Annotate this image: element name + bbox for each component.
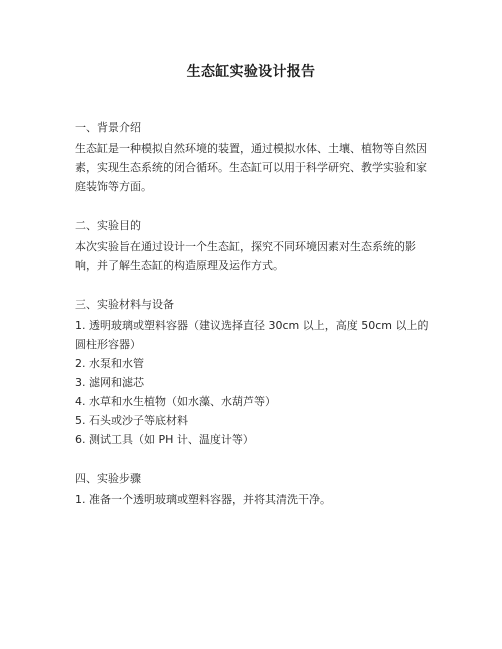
- section-paragraph: 本次实验旨在通过设计一个生态缸，探究不同环境因素对生态系统的影响，并了解生态缸的构造原理及运作方式。: [75, 240, 416, 272]
- materials-list: [75, 316, 435, 449]
- list-item: 5. 石头或沙子等底材料: [75, 414, 188, 427]
- section-background: [75, 118, 435, 196]
- section-heading: 三、实验材料与设备: [75, 298, 174, 311]
- section-purpose: [75, 216, 435, 275]
- list-item: 4. 水草和水生植物（如水藻、水葫芦等）: [75, 395, 276, 408]
- list-item: 6. 测试工具（如 PH 计、温度计等）: [75, 433, 254, 446]
- list-item: 3. 滤网和滤芯: [75, 376, 144, 389]
- document-body: [75, 118, 435, 529]
- section-heading: 一、背景介绍: [75, 121, 141, 134]
- list-item: 2. 水泵和水管: [75, 357, 144, 370]
- section-steps: [75, 469, 435, 509]
- section-materials: [75, 295, 435, 449]
- section-heading: 二、实验目的: [75, 219, 141, 232]
- section-paragraph: 生态缸是一种模拟自然环境的装置，通过模拟水体、土壤、植物等自然因素，实现生态系统的闭合循环。生态缸可以用于科学研究、教学实验和家庭装饰等方面。: [75, 142, 427, 193]
- list-item: 1. 准备一个透明玻璃或塑料容器，并将其清洗干净。: [75, 493, 331, 506]
- list-item: 1. 透明玻璃或塑料容器（建议选择直径 30cm 以上，高度 50cm 以上的圆柱形容器）: [75, 319, 429, 351]
- steps-list: [75, 490, 435, 509]
- document-title: 生态缸实验设计报告: [186, 64, 316, 80]
- section-heading: 四、实验步骤: [75, 472, 141, 485]
